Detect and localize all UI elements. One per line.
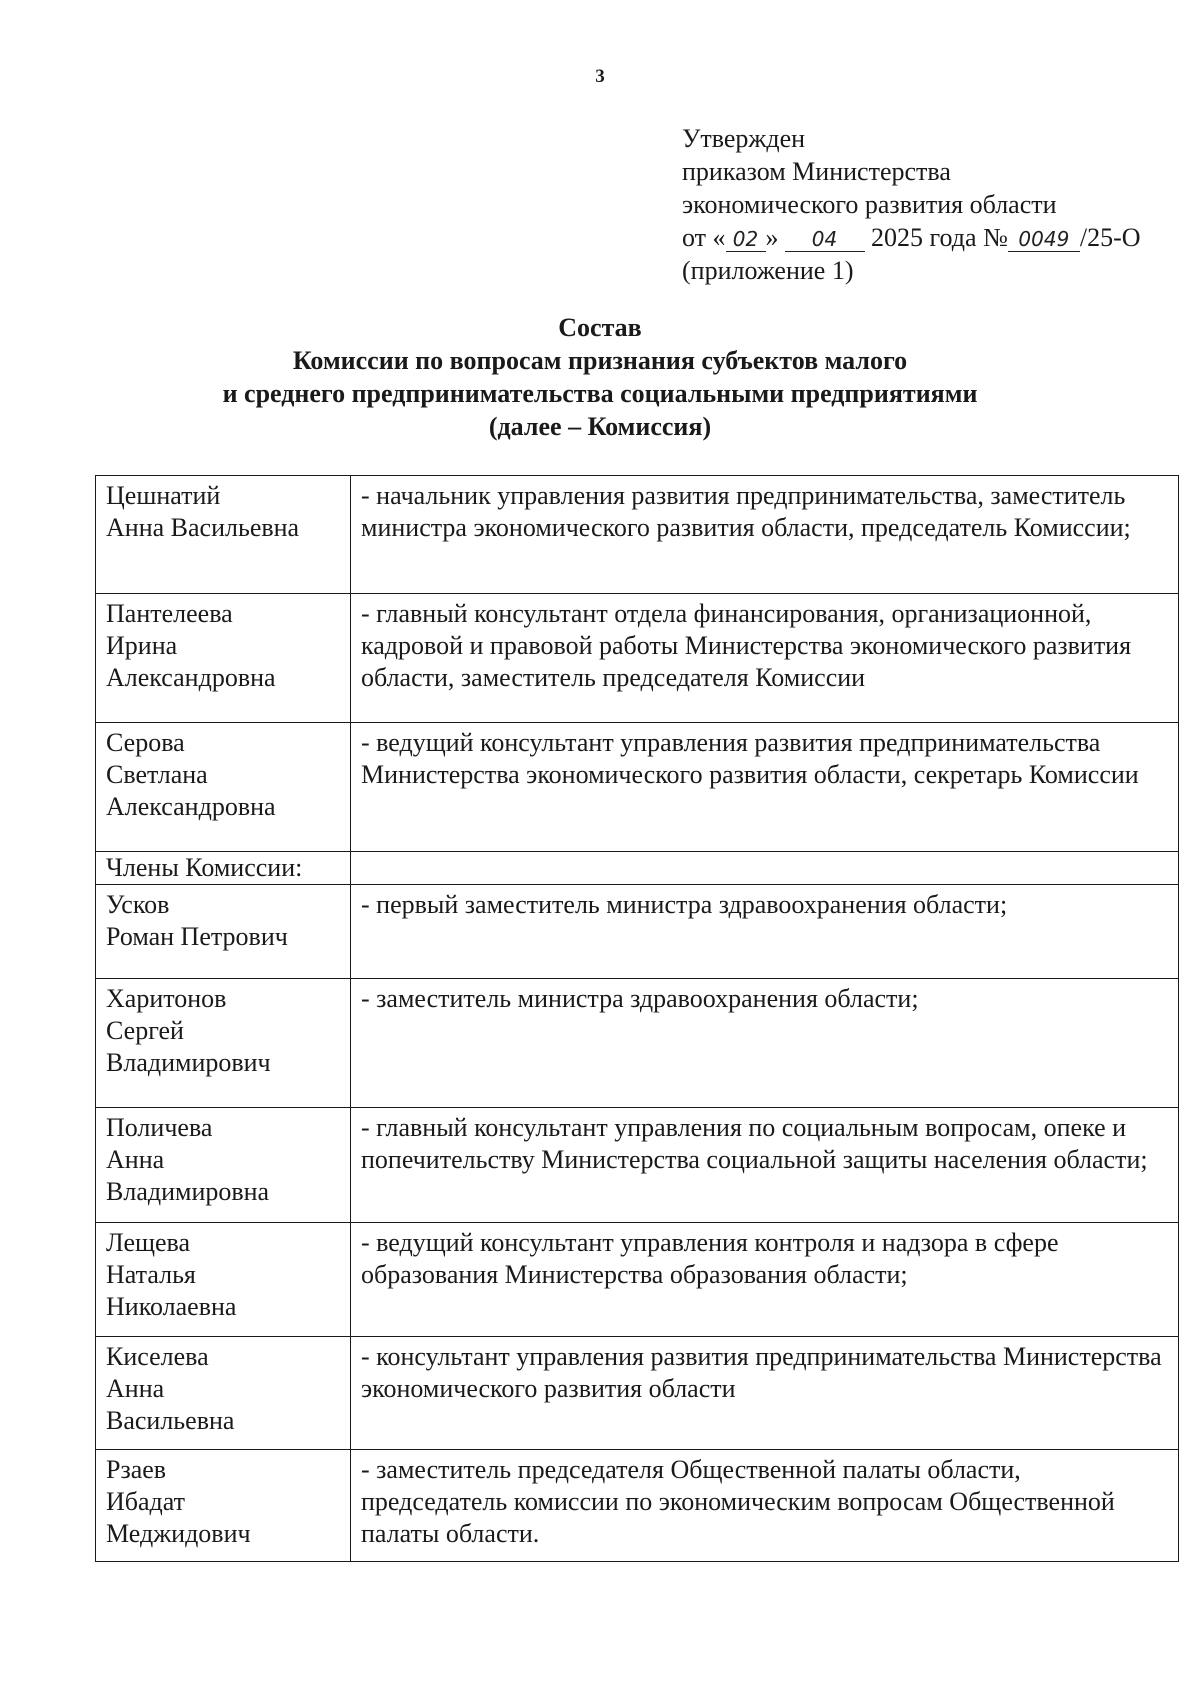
date-month-handwritten: 04 [785,227,865,252]
table-row [96,885,1179,979]
member-role-cell: - первый заместитель министра здравоохранения области; [351,885,1179,979]
member-surname: Поличева [106,1113,213,1142]
member-patronymic: Александровна [106,663,276,692]
title-line-1: Состав [558,313,642,342]
approval-date-line [682,221,1141,254]
title-line-3: и среднего предпринимательства социальными предприятиями [222,379,978,408]
date-year-text: 2025 года № [871,223,1008,252]
date-prefix: от « [682,223,726,252]
member-given-name: Анна Васильевна [106,513,300,542]
member-surname: Киселева [106,1342,209,1371]
approval-block [682,122,1141,287]
member-given-name: Анна [106,1145,165,1174]
member-given-name: Ирина [106,631,178,660]
section-empty-cell [351,852,1179,885]
table-row [96,594,1179,723]
member-patronymic: Васильевна [106,1406,235,1435]
member-role-cell: - главный консультант управления по социальным вопросам, опеке и попечительству Министерства социальной защиты населения области; [351,1108,1179,1223]
member-role-cell: - начальник управления развития предпринимательства, заместитель министра экономического развития области, председатель Комиссии; [351,476,1179,594]
member-given-name: Сергей [106,1016,184,1045]
table-row [96,979,1179,1108]
member-role-cell: - ведущий консультант управления развития предпринимательства Министерства экономического развития области, секретарь Комиссии [351,723,1179,852]
section-row [96,852,1179,885]
member-role-cell: - ведущий консультант управления контроля и надзора в сфере образования Министерства образования области; [351,1223,1179,1337]
member-role-cell: - заместитель председателя Общественной палаты области, председатель комиссии по экономическим вопросам Общественной палаты области. [351,1450,1179,1562]
title-line-4: (далее – Комиссия) [488,412,712,441]
member-name-cell [96,594,351,723]
member-patronymic: Александровна [106,792,276,821]
approval-heading: Утвержден [682,124,806,153]
member-surname: Серова [106,728,185,757]
member-surname: Харитонов [106,984,227,1013]
member-name-cell [96,885,351,979]
member-given-name: Роман Петрович [106,922,288,951]
member-name-cell [96,476,351,594]
table-row [96,1108,1179,1223]
title-line-2: Комиссии по вопросам признания субъектов малого [292,346,908,375]
member-given-name: Анна [106,1374,165,1403]
member-name-cell [96,1223,351,1337]
table-row [96,723,1179,852]
member-given-name: Светлана [106,760,208,789]
order-suffix: /25-О [1079,223,1141,252]
member-role-cell: - главный консультант отдела финансирования, организационной, кадровой и правовой работы Министерства экономического развития области, заместитель председателя Комиссии [351,594,1179,723]
member-patronymic: Владимирович [106,1048,271,1077]
member-name-cell [96,979,351,1108]
member-surname: Цешнатий [106,481,221,510]
member-name-cell [96,1108,351,1223]
commission-members-table [95,475,1179,1562]
member-given-name: Ибадат [106,1487,186,1516]
member-name-cell [96,1337,351,1450]
member-patronymic: Владимировна [106,1177,270,1206]
member-patronymic: Николаевна [106,1292,237,1321]
table-row [96,1337,1179,1450]
member-surname: Пантелеева [106,599,233,628]
member-given-name: Наталья [106,1260,196,1289]
section-label: Члены Комиссии: [96,852,351,885]
page-number: 3 [595,66,605,87]
member-surname: Усков [106,890,170,919]
table-row [96,476,1179,594]
table-row [96,1450,1179,1562]
document-title [0,311,1200,443]
member-surname: Лещева [106,1228,191,1257]
member-surname: Рзаев [106,1455,167,1484]
table-row [96,1223,1179,1337]
member-patronymic: Меджидович [106,1519,251,1548]
order-number-handwritten: 0049 [1008,227,1080,252]
approval-ministry-line: экономического развития области [682,190,1057,219]
member-name-cell [96,1450,351,1562]
member-role-cell: - заместитель министра здравоохранения области; [351,979,1179,1108]
approval-order-line: приказом Министерства [682,157,951,186]
date-day-handwritten: 02 [726,227,766,252]
approval-appendix-line: (приложение 1) [682,256,854,285]
member-role-cell: - консультант управления развития предпринимательства Министерства экономического развития области [351,1337,1179,1450]
date-mid: » [765,223,779,252]
member-name-cell [96,723,351,852]
